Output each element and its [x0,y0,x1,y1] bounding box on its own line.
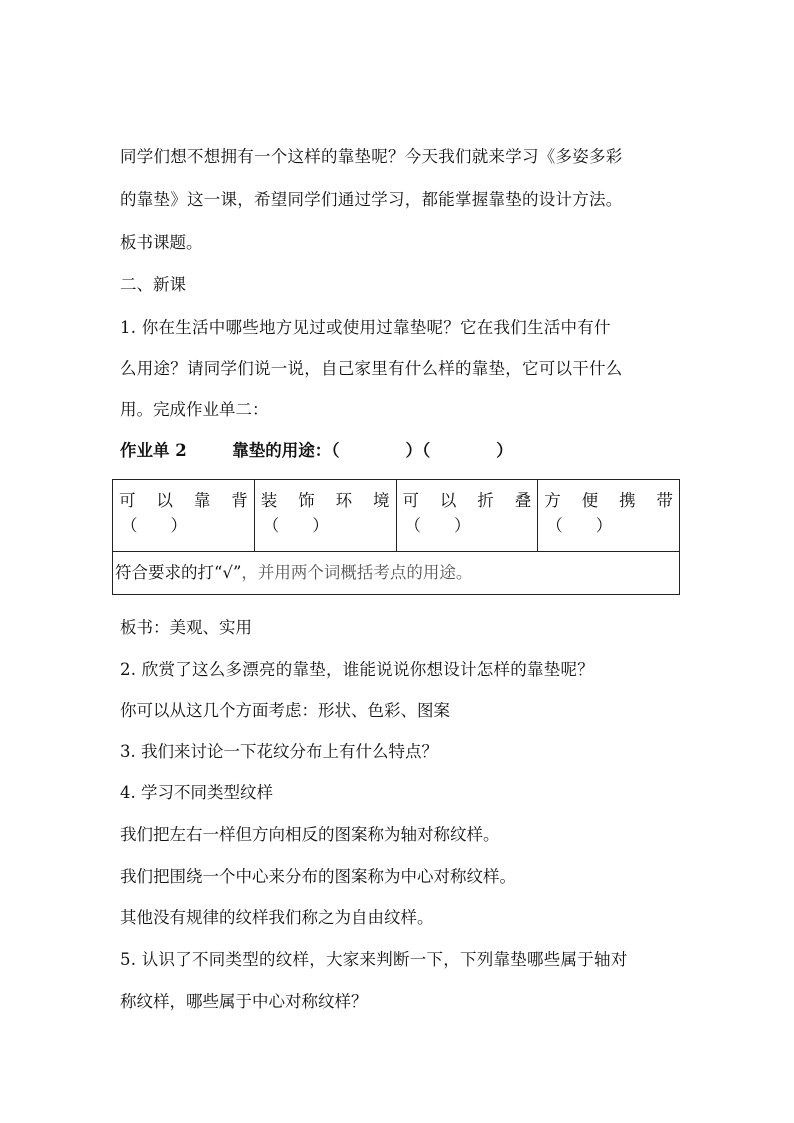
worksheet-cell-3 [396,480,538,552]
definition-center-symmetric: 我们把围绕一个中心来分布的图案称为中心对称纹样。 [120,867,516,886]
board-notes: 板书：美观、实用 [120,618,252,637]
worksheet-cell-4 [538,480,680,552]
worksheet-heading [120,440,513,462]
worksheet-title: 作业单 2 [120,441,187,460]
paragraph-intro-line-2: 的靠垫》这一课，希望同学们通过学习，都能掌握靠垫的设计方法。 [120,190,623,209]
worksheet-row-note [113,552,680,595]
option-label: 可 以 折 叠 [402,491,532,510]
question-5-line-2: 称纹样，哪些属于中心对称纹样？ [120,992,368,1011]
option-answer-blank: （ ） [262,516,329,535]
question-2: 2. 欣赏了这么多漂亮的靠垫，谁能说说你想设计怎样的靠垫呢？ [120,660,594,679]
question-1-line-3: 用。完成作业单二： [120,400,269,419]
option-label: 装 饰 环 境 [260,491,390,510]
option-answer-blank: （ ） [546,516,613,535]
question-1-line-2: 么用途？请同学们说一说，自己家里有什么样的靠垫，它可以干什么 [120,359,623,378]
note-summary-instruction: ，并用两个词概括考点的用途。 [241,563,473,582]
option-answer-blank: （ ） [404,516,471,535]
question-2-hint: 你可以从这几个方面考虑：形状、色彩、图案 [120,701,450,720]
option-label: 可 以 靠 背 [119,491,248,510]
question-5-line-1: 5. 认识了不同类型的纹样，大家来判断一下，下列靠垫哪些属于轴对 [120,950,628,969]
worksheet-prompt: 靠垫的用途：（ ）（ ） [232,441,513,460]
worksheet-table [112,479,680,595]
paragraph-intro-line-3: 板书课题。 [120,233,203,252]
section-heading-new-lesson: 二、新课 [120,275,186,294]
worksheet-cell-1 [113,480,255,552]
worksheet-note [113,552,680,595]
question-1-line-1: 1. 你在生活中哪些地方见过或使用过靠垫呢？它在我们生活中有什 [120,318,611,337]
note-check-instruction: 符合要求的打“√” [115,563,242,582]
option-label: 方 便 携 带 [544,491,673,510]
option-answer-blank: （ ） [121,516,187,535]
definition-free-pattern: 其他没有规律的纹样我们称之为自由纹样。 [120,908,434,927]
question-3: 3. 我们来讨论一下花纹分布上有什么特点？ [120,742,438,761]
worksheet-row-options [113,480,680,552]
worksheet-cell-2 [254,480,396,552]
paragraph-intro-line-1: 同学们想不想拥有一个这样的靠垫呢？今天我们就来学习《多姿多彩 [120,147,623,166]
definition-axis-symmetric: 我们把左右一样但方向相反的图案称为轴对称纹样。 [120,825,500,844]
question-4: 4. 学习不同类型纹样 [120,783,273,802]
